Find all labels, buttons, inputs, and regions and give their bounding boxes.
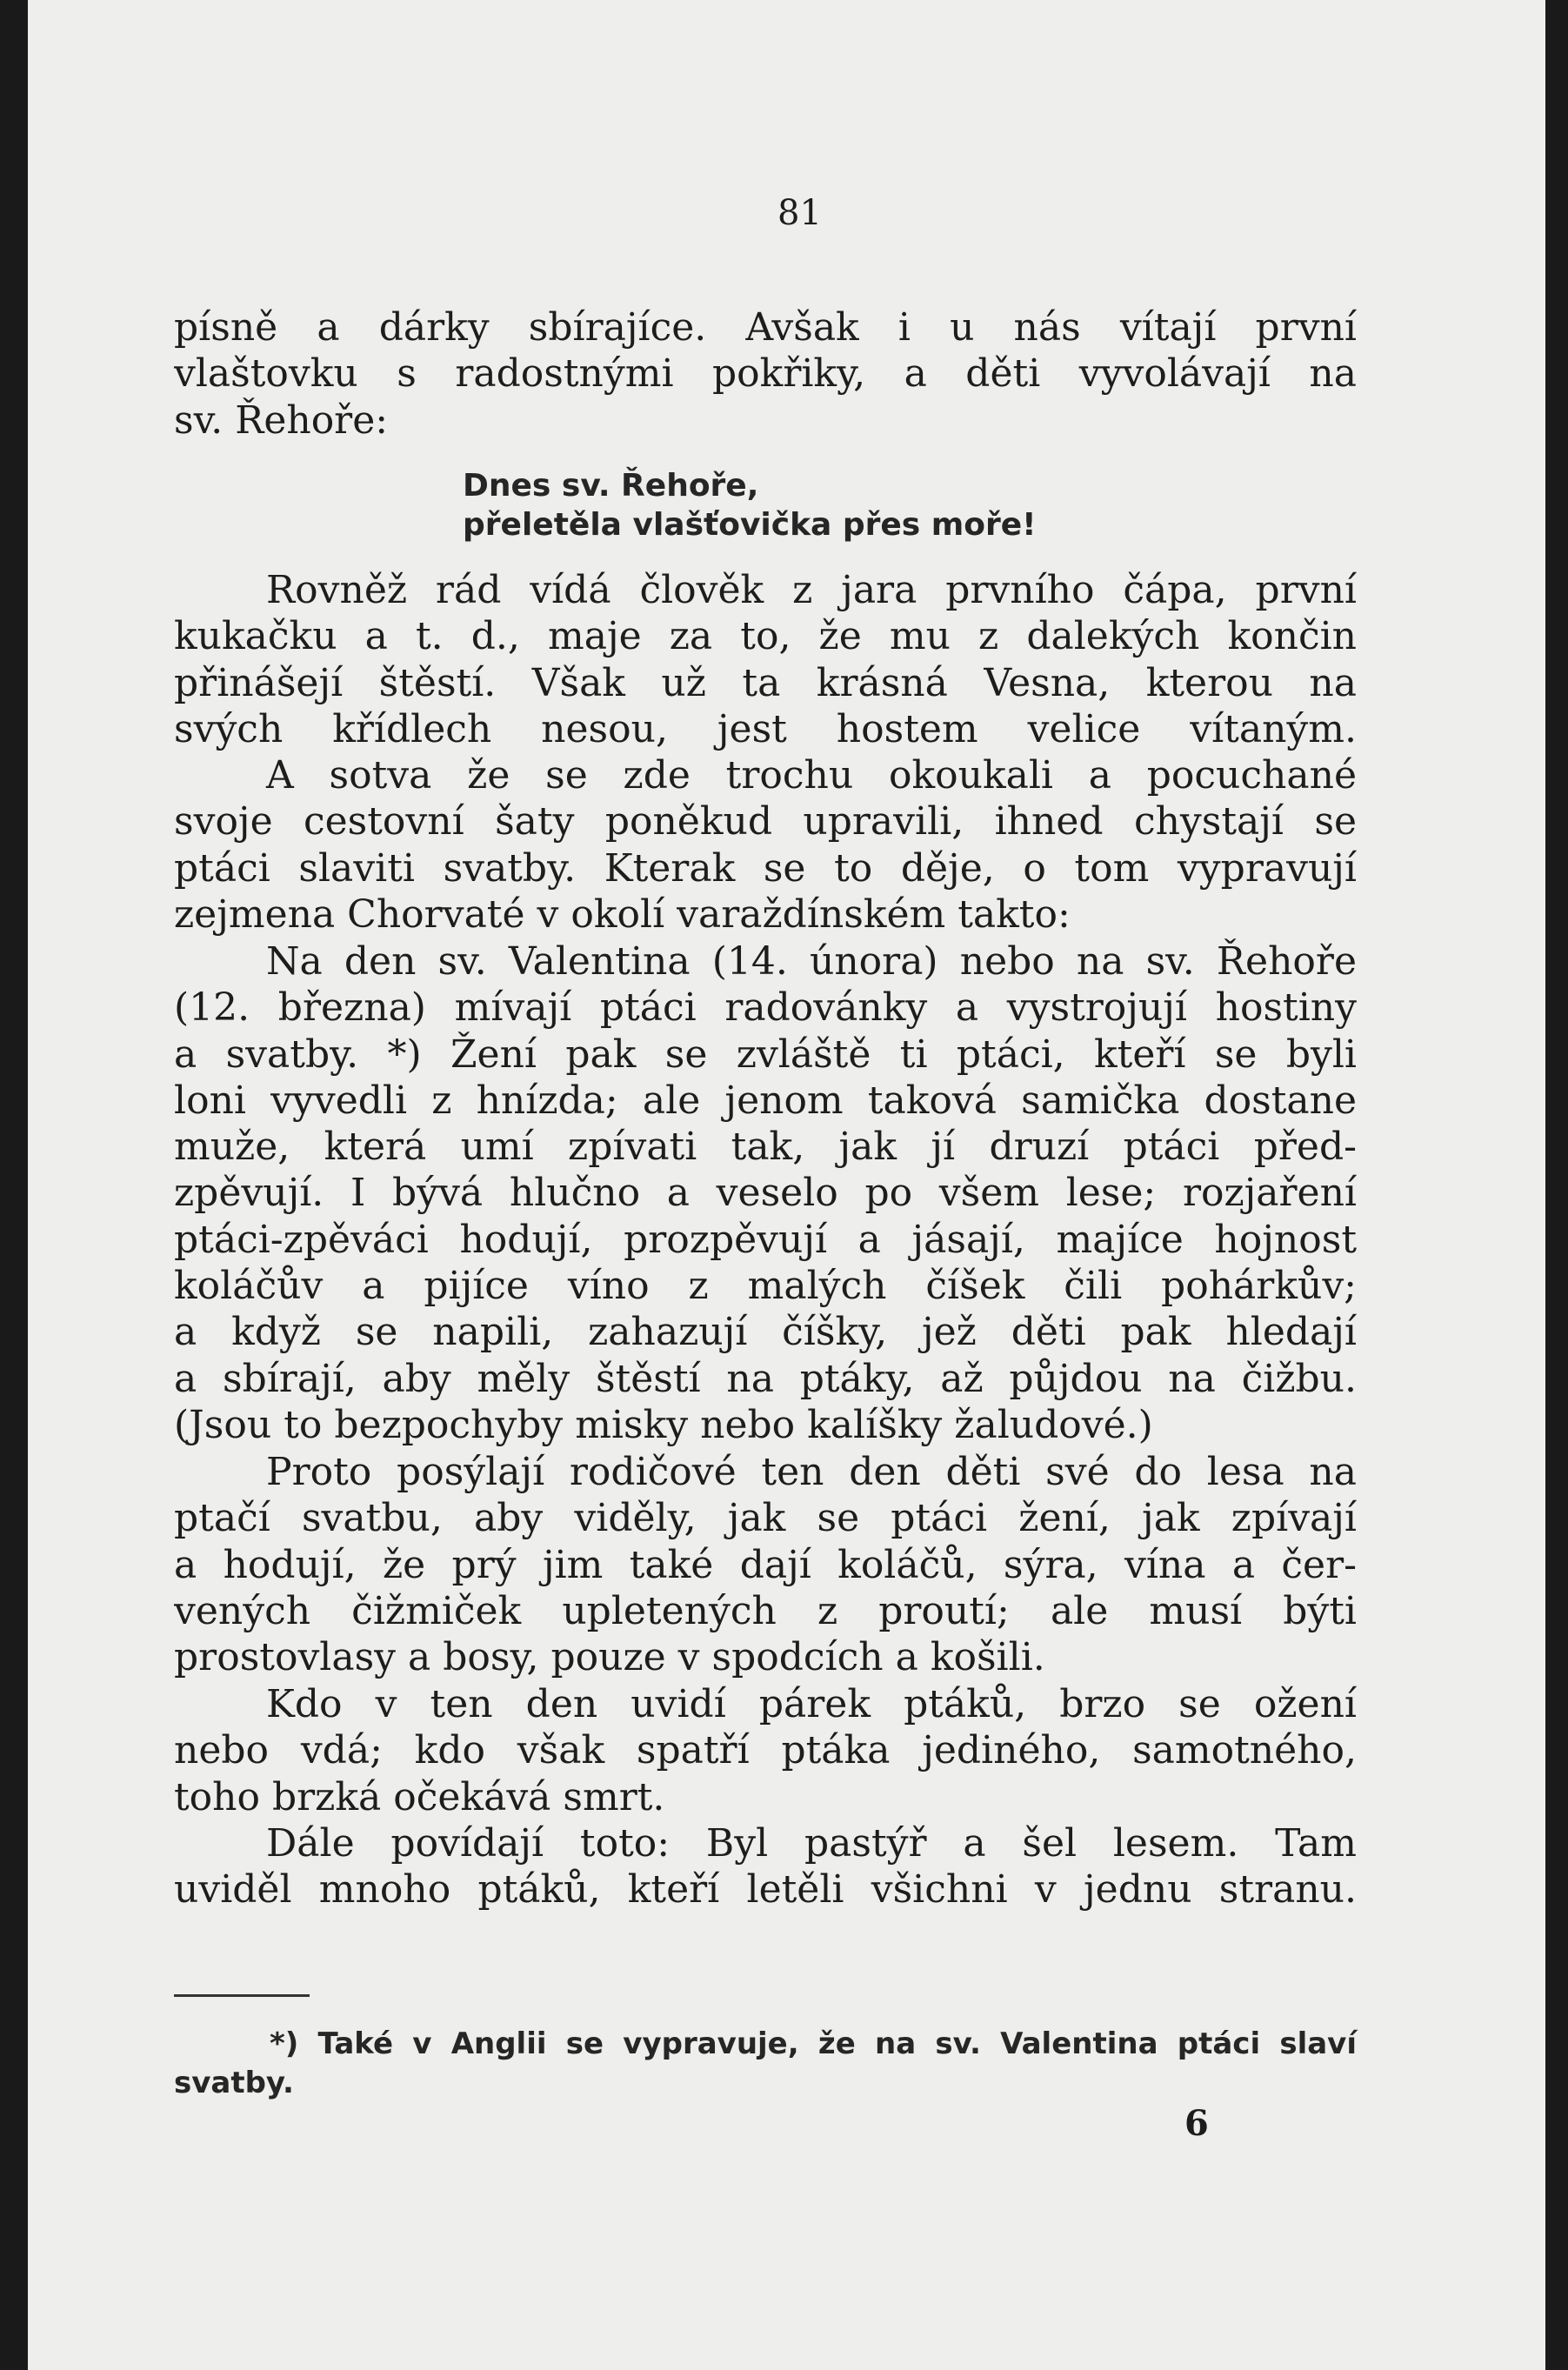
- text-line: svoje cestovní šaty poněkud upravili, ihned chystají se: [174, 799, 1357, 845]
- text-line: kukačku a t. d., maje za to, že mu z dalekých končin: [174, 614, 1357, 659]
- text-line: (12. března) mívají ptáci radovánky a vystrojují hostiny: [174, 985, 1357, 1031]
- paragraph-4: [174, 1449, 1357, 1680]
- text-line: Dále povídají toto: Byl pastýř a šel lesem. Tam: [266, 1821, 1357, 1866]
- text-line: vlaštovku s radostnými pokřiky, a děti vyvolávají na: [174, 351, 1357, 397]
- paragraph-1: [174, 304, 1357, 444]
- page-number: 81: [777, 193, 822, 233]
- text-line: ptačí svatbu, aby viděly, jak se ptáci žení, jak zpívají: [174, 1496, 1357, 1541]
- book-page: [28, 0, 1545, 2370]
- text-line: svých křídlech nesou, jest hostem velice vítaným.: [174, 706, 1357, 751]
- paragraph-3: [174, 938, 1357, 1448]
- verse-line: přeletěla vlašťovička přes moře!: [463, 507, 1037, 543]
- signature-mark: 6: [1184, 2103, 1209, 2144]
- text-line: a svatby. *) Žení pak se zvláště ti ptáci, kteří se byli: [174, 1031, 1357, 1077]
- text-line: zpěvují. I bývá hlučno a veselo po všem lese; rozjaření: [174, 1171, 1357, 1216]
- text-line: ptáci slaviti svatby. Kterak se to děje, o tom vypravují: [174, 845, 1357, 891]
- text-line: sv. Řehoře:: [174, 397, 389, 443]
- paragraph-5: [174, 1681, 1357, 1820]
- text-line: a sbírají, aby měly štěstí na ptáky, až půjdou na čižbu.: [174, 1356, 1357, 1401]
- text-line: Proto posýlají rodičové ten den děti své do lesa na: [266, 1450, 1357, 1494]
- text-line: prostovlasy a bosy, pouze v spodcích a košili.: [174, 1635, 1045, 1680]
- text-line: A sotva že se zde trochu okoukali a pocuchané: [266, 753, 1357, 798]
- paragraph-2: [174, 567, 1357, 938]
- text-line: muže, která umí zpívati tak, jak jí druzí ptáci před-: [174, 1125, 1357, 1170]
- text-line: toho brzká očekává smrt.: [174, 1774, 665, 1819]
- text-line: nebo vdá; kdo však spatří ptáka jediného, samotného,: [174, 1728, 1357, 1773]
- verse: [463, 466, 1037, 544]
- verse-line: Dnes sv. Řehoře,: [463, 468, 759, 504]
- text-line: loni vyvedli z hnízda; ale jenom taková samička dostane: [174, 1078, 1357, 1123]
- text-line: a hodují, že prý jim také dají koláčů, sýra, vína a čer-: [174, 1542, 1357, 1587]
- text-line: ptáci-zpěváci hodují, prozpěvují a jásají, majíce hojnost: [174, 1217, 1357, 1262]
- footnote-line: *) Také v Anglii se vypravuje, že na sv. Valentina ptáci slaví: [270, 2026, 1357, 2061]
- text-line: písně a dárky sbírajíce. Avšak i u nás vítají první: [174, 305, 1357, 350]
- text-line: a když se napili, zahazují číšky, jež děti pak hledají: [174, 1310, 1357, 1355]
- paragraph-6: [174, 1820, 1357, 1913]
- footnote: [174, 2025, 1357, 2103]
- text-line: Rovněž rád vídá člověk z jara prvního čápa, první: [266, 568, 1357, 612]
- text-line: koláčův a pijíce víno z malých číšek čili pohárkův;: [174, 1264, 1357, 1309]
- text-line: vených čižmiček upletených z proutí; ale musí býti: [174, 1588, 1357, 1633]
- text-line: Kdo v ten den uvidí párek ptáků, brzo se ožení: [266, 1682, 1357, 1726]
- footnote-rule: [174, 1994, 310, 1997]
- text-line: uviděl mnoho ptáků, kteří letěli všichni v jednu stranu.: [174, 1867, 1357, 1913]
- text-line: (Jsou to bezpochyby misky nebo kalíšky žaludové.): [174, 1402, 1153, 1447]
- footnote-line: svatby.: [174, 2066, 294, 2100]
- text-line: zejmena Chorvaté v okolí varaždínském takto:: [174, 892, 1071, 938]
- text-line: Na den sv. Valentina (14. února) nebo na sv. Řehoře: [266, 939, 1357, 984]
- text-line: přinášejí štěstí. Však už ta krásná Vesna, kterou na: [174, 660, 1357, 705]
